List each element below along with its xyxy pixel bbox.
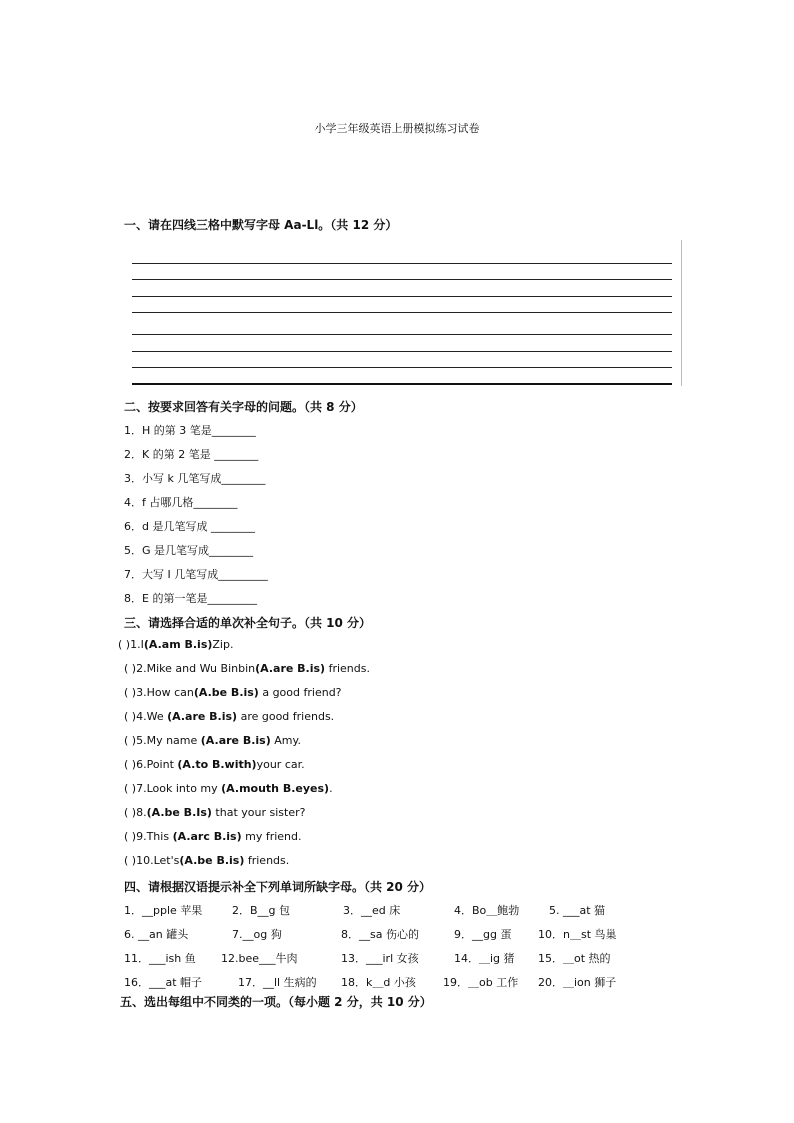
section3-heading: 三、请选择合适的单次补全句子。（共 10 分） [124,616,372,630]
choice-item [124,758,305,771]
answer-paren: ( ) [124,734,137,747]
grid-line [132,367,672,368]
choice-options: (A.are B.is) [167,710,238,723]
word-item: 4．Bo＿鲍勃 [454,904,520,917]
choice-options: (A.mouth B.eyes) [221,782,330,795]
choice-prefix: 9.This [136,830,173,843]
choice-options: (A.be B.is) [179,854,245,867]
word-item: 7.__og 狗 [232,928,282,941]
four-line-grid [132,255,674,390]
choice-prefix: 4.We [136,710,168,723]
choice-suffix: friends. [244,854,290,867]
choice-suffix: that your sister? [211,806,306,819]
grid-line [132,383,672,385]
choice-item [118,638,233,651]
choice-suffix: . [329,782,333,795]
choice-options: (A.are B.is) [255,662,326,675]
choice-suffix: my friend. [241,830,302,843]
word-item: 5. ___at 猫 [549,904,606,917]
question-item: 7．大写 I 几笔写成_________ [124,568,268,581]
question-item: 4．f 占哪几格________ [124,496,238,509]
choice-prefix: 6.Point [136,758,178,771]
choice-prefix: 1.I [130,638,144,651]
answer-paren: ( ) [124,686,137,699]
word-item: 16．___at 帽子 [124,976,203,989]
question-item: 6．d 是几笔写成 ________ [124,520,255,533]
choice-prefix: 3.How can [136,686,194,699]
page-title: 小学三年级英语上册模拟练习试卷 [314,122,480,135]
choice-item [124,734,301,747]
choice-options: (A.am B.is) [143,638,213,651]
word-item: 13．___irl 女孩 [341,952,419,965]
word-item: 17．__ll 生病的 [238,976,317,989]
choice-item [124,686,342,699]
section5-heading: 五、选出每组中不同类的一项。（每小题 2 分，共 10 分） [120,995,432,1009]
word-item: 10．n＿st 鸟巢 [538,928,617,941]
section1-heading: 一、请在四线三格中默写字母 Aa-Ll。（共 12 分） [124,218,398,232]
question-item: 8．E 的第一笔是_________ [124,592,257,605]
word-item: 3．__ed 床 [343,904,401,917]
answer-paren: ( ) [124,662,137,675]
answer-paren: ( ) [124,854,137,867]
choice-item [124,782,333,795]
answer-paren: ( ) [124,782,137,795]
word-item: 18．k＿d 小孩 [341,976,416,989]
word-item: 12.bee___牛肉 [221,952,298,965]
writing-area-border [681,240,682,386]
choice-options: (A.arc B.is) [172,830,242,843]
choice-prefix: 2.Mike and Wu Binbin [136,662,256,675]
choice-item [124,806,305,819]
section2-heading: 二、按要求回答有关字母的问题。（共 8 分） [124,400,363,414]
question-item: 1．H 的第 3 笔是________ [124,424,256,437]
choice-prefix: 7.Look into my [136,782,222,795]
choice-suffix: friends. [325,662,370,675]
choice-prefix: 5.My name [136,734,201,747]
choice-item [124,854,289,867]
word-item: 6. __an 罐头 [124,928,189,941]
word-item: 8．__sa 伤心的 [341,928,419,941]
grid-line [132,279,672,280]
choice-item [124,662,370,675]
question-item: 5．G 是几笔写成________ [124,544,254,557]
grid-line [132,312,672,313]
answer-paren: ( ) [118,638,131,651]
answer-paren: ( ) [124,806,137,819]
word-item: 19．＿ob 工作 [443,976,519,989]
word-item: 15．＿ot 热的 [538,952,611,965]
choice-prefix: 10.Let's [136,854,180,867]
grid-line [132,263,672,264]
word-item: 20．＿ion 狮子 [538,976,617,989]
choice-item [124,830,302,843]
word-item: 9．__gg 蛋 [454,928,512,941]
word-item: 11．___ish 鱼 [124,952,196,965]
answer-paren: ( ) [124,710,137,723]
choice-options: (A.are B.is) [200,734,271,747]
answer-paren: ( ) [124,758,137,771]
choice-options: (A.be B.Is) [146,806,212,819]
choice-prefix: 8. [136,806,147,819]
grid-line [132,296,672,297]
word-item: 14．＿ig 猪 [454,952,515,965]
choice-suffix: your car. [256,758,305,771]
section4-heading: 四、请根据汉语提示补全下列单词所缺字母。（共 20 分） [124,880,432,894]
grid-line [132,351,672,352]
choice-options: (A.be B.is) [193,686,259,699]
choice-options: (A.to B.with) [177,758,257,771]
word-item: 2．B__g 包 [232,904,291,917]
grid-line [132,334,672,335]
choice-suffix: Amy. [270,734,301,747]
question-item: 3．小写 k 几笔写成________ [124,472,266,485]
choice-suffix: Zip. [212,638,234,651]
word-item: 1．__pple 苹果 [124,904,203,917]
choice-suffix: a good friend? [258,686,342,699]
answer-paren: ( ) [124,830,137,843]
question-item: 2．K 的第 2 笔是 ________ [124,448,259,461]
choice-item [124,710,334,723]
choice-suffix: are good friends. [237,710,335,723]
